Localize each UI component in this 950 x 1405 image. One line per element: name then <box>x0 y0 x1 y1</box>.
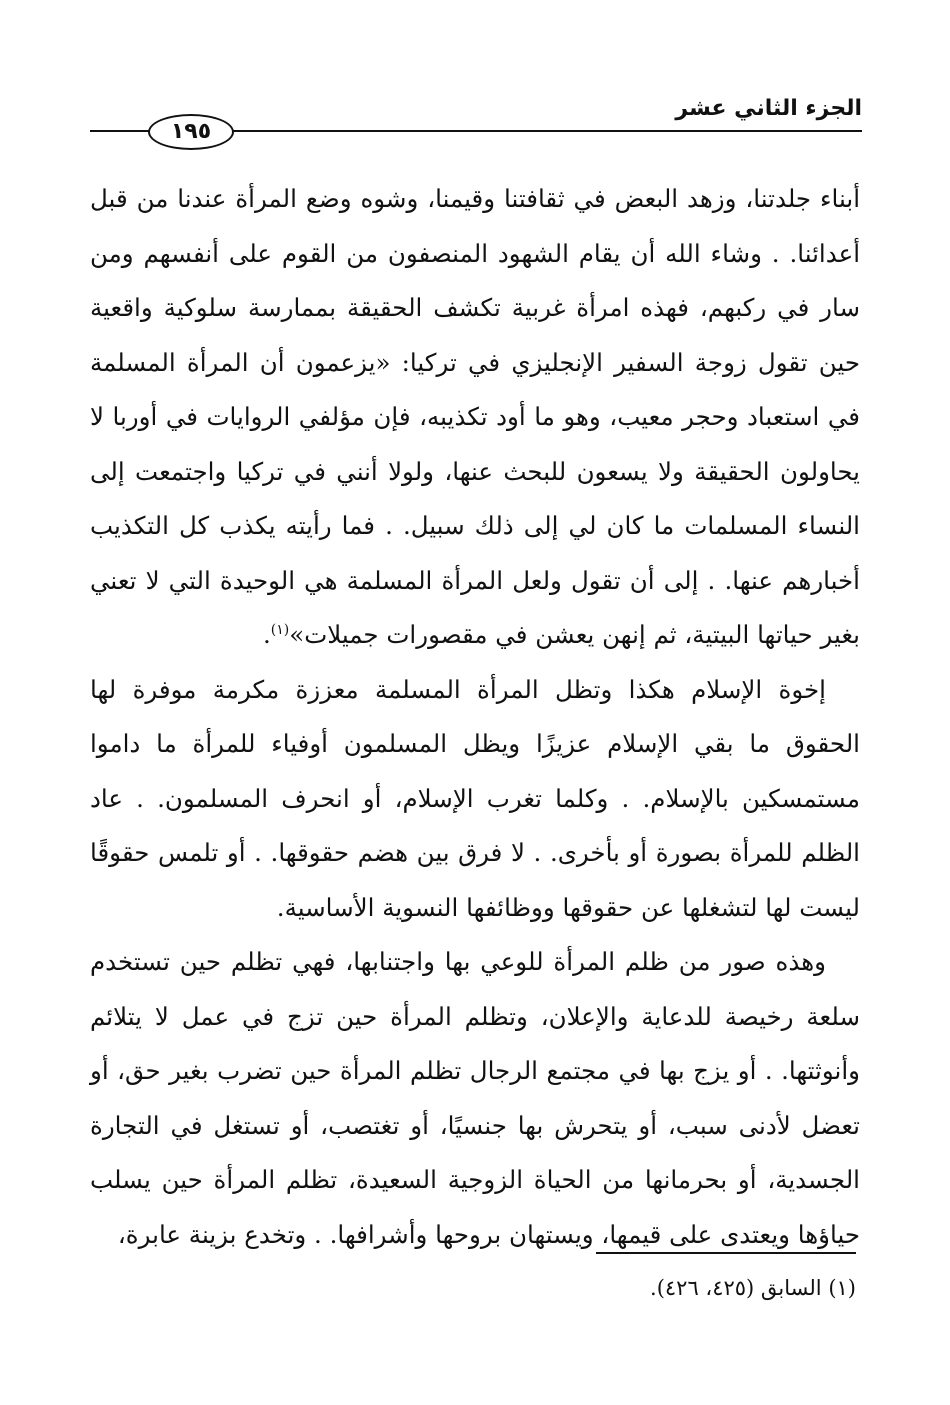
header-title: الجزء الثاني عشر <box>675 96 862 121</box>
footnote-reference: (١) <box>270 621 290 638</box>
paragraph-1-text: أبناء جلدتنا، وزهد البعض في ثقافتنا وقيمنا، وشوه وضع المرأة عندنا من قبل أعدائنا. . وشاء الله أن يقام الشهود المنصفون من القوم على أنفسهم ومن سار في ركبهم، فهذه امرأة غربية تكشف الحقيقة بممارسة سلوكية واقعية حين تقول زوجة السفير الإنجليزي في تركيا: «يزعمون أن المرأة المسلمة في استعباد وحجر معيب، وهو ما أود تكذيبه، فإن مؤلفي الروايات في أوربا لا يحاولون الحقيقة ولا يسعون للبحث عنها، ولولا أنني في تركيا واجتمعت إلى النساء المسلمات ما كان لي إلى ذلك سبيل. . فما رأيته يكذب كل التكذيب أخبارهم عنها. . إلى أن تقول ولعل المرأة المسلمة هي الوحيدة التي لا تعني بغير حياتها البيتية، ثم إنهن يعشن في مقصورات جميلات» <box>90 184 860 649</box>
paragraph-1 <box>90 172 860 663</box>
footnote: (١) السابق (٤٢٥، ٤٢٦). <box>650 1276 856 1300</box>
body-text <box>90 172 860 1262</box>
page-number-badge: ١٩٥ <box>148 114 234 150</box>
footnote-separator <box>596 1252 856 1254</box>
running-header <box>90 92 862 152</box>
paragraph-1-tail: . <box>262 620 271 649</box>
paragraph-2: إخوة الإسلام هكذا وتظل المرأة المسلمة معززة مكرمة موفرة لها الحقوق ما بقي الإسلام عزيزًا ويظل المسلمون أوفياء للمرأة ما داموا مستمسكين بالإسلام. . وكلما تغرب الإسلام، أو انحرف المسلمون. . عاد الظلم للمرأة بصورة أو بأخرى. . لا فرق بين هضم حقوقها. . أو تلمس حقوقًا ليست لها لتشغلها عن حقوقها ووظائفها النسوية الأساسية. <box>90 674 860 922</box>
paragraph-3: وهذه صور من ظلم المرأة للوعي بها واجتنابها، فهي تظلم حين تستخدم سلعة رخيصة للدعاية والإعلان، وتظلم المرأة حين تزج في عمل لا يتلائم وأنوثتها. . أو يزج بها في مجتمع الرجال تظلم المرأة حين تضرب بغير حق، أو تعضل لأدنى سبب، أو يتحرش بها جنسيًا، أو تغتصب، أو تستغل في التجارة الجسدية، أو بحرمانها من الحياة الزوجية السعيدة، تظلم المرأة حين يسلب حياؤها ويعتدى على قيمها، ويستهان بروحها وأشرافها. . وتخدع بزينة عابرة، <box>90 947 860 1249</box>
